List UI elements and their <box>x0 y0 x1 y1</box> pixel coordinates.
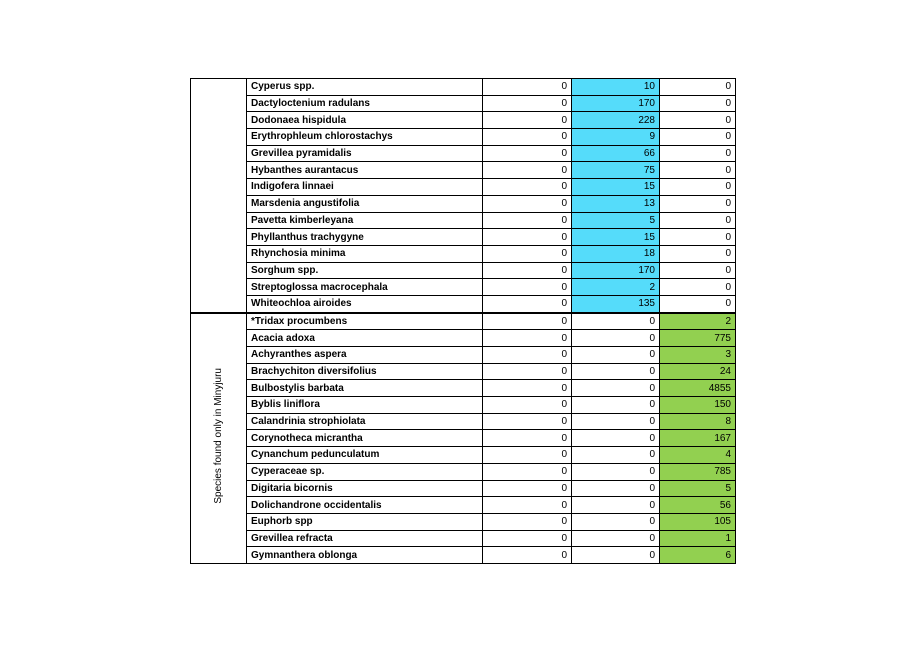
count-cell-col2: 9 <box>572 129 660 146</box>
species-name-cell: Digitaria bicornis <box>247 480 483 497</box>
count-cell-col2: 0 <box>572 497 660 514</box>
species-name-cell: Cynanchum pedunculatum <box>247 447 483 464</box>
table-row <box>191 245 736 262</box>
count-cell-col2: 0 <box>572 447 660 464</box>
group-label: Species found only in Minyjuru <box>213 367 224 504</box>
count-cell-col1: 0 <box>483 447 572 464</box>
species-name-cell: Grevillea refracta <box>247 530 483 547</box>
count-cell-col2: 0 <box>572 513 660 530</box>
count-cell-col3: 775 <box>660 330 736 347</box>
count-cell-col3: 0 <box>660 145 736 162</box>
count-cell-col1: 0 <box>483 95 572 112</box>
count-cell-col3: 24 <box>660 363 736 380</box>
count-cell-col3: 3 <box>660 347 736 364</box>
table-row <box>191 463 736 480</box>
count-cell-col2: 0 <box>572 480 660 497</box>
group-label-cell <box>191 79 247 313</box>
table-row <box>191 413 736 430</box>
species-name-cell: Euphorb spp <box>247 513 483 530</box>
count-cell-col3: 4 <box>660 447 736 464</box>
count-cell-col3: 167 <box>660 430 736 447</box>
table-row <box>191 397 736 414</box>
table-row <box>191 530 736 547</box>
count-cell-col2: 5 <box>572 212 660 229</box>
count-cell-col2: 0 <box>572 380 660 397</box>
table-row <box>191 497 736 514</box>
count-cell-col1: 0 <box>483 363 572 380</box>
count-cell-col2: 13 <box>572 195 660 212</box>
species-name-cell: Dodonaea hispidula <box>247 112 483 129</box>
species-name-cell: Marsdenia angustifolia <box>247 195 483 212</box>
count-cell-col3: 5 <box>660 480 736 497</box>
count-cell-col2: 2 <box>572 279 660 296</box>
count-cell-col2: 10 <box>572 79 660 96</box>
count-cell-col1: 0 <box>483 380 572 397</box>
species-name-cell: Brachychiton diversifolius <box>247 363 483 380</box>
count-cell-col3: 0 <box>660 279 736 296</box>
count-cell-col1: 0 <box>483 480 572 497</box>
table-row <box>191 447 736 464</box>
count-cell-col3: 0 <box>660 95 736 112</box>
species-table <box>190 78 736 564</box>
count-cell-col3: 6 <box>660 547 736 564</box>
count-cell-col2: 0 <box>572 347 660 364</box>
group-label-cell <box>191 313 247 564</box>
species-name-cell: Calandrinia strophiolata <box>247 413 483 430</box>
species-name-cell: *Tridax procumbens <box>247 313 483 330</box>
table-row <box>191 363 736 380</box>
count-cell-col2: 228 <box>572 112 660 129</box>
count-cell-col2: 0 <box>572 430 660 447</box>
count-cell-col1: 0 <box>483 145 572 162</box>
table-row <box>191 79 736 96</box>
species-name-cell: Sorghum spp. <box>247 262 483 279</box>
count-cell-col3: 2 <box>660 313 736 330</box>
count-cell-col1: 0 <box>483 347 572 364</box>
count-cell-col3: 8 <box>660 413 736 430</box>
count-cell-col1: 0 <box>483 262 572 279</box>
count-cell-col1: 0 <box>483 513 572 530</box>
table-row <box>191 112 736 129</box>
table-row <box>191 129 736 146</box>
count-cell-col3: 56 <box>660 497 736 514</box>
count-cell-col3: 785 <box>660 463 736 480</box>
count-cell-col1: 0 <box>483 212 572 229</box>
count-cell-col3: 0 <box>660 229 736 246</box>
table-row <box>191 212 736 229</box>
species-name-cell: Indigofera linnaei <box>247 179 483 196</box>
count-cell-col1: 0 <box>483 530 572 547</box>
species-name-cell: Cyperaceae sp. <box>247 463 483 480</box>
count-cell-col2: 0 <box>572 530 660 547</box>
table-row <box>191 95 736 112</box>
count-cell-col2: 135 <box>572 295 660 312</box>
count-cell-col3: 0 <box>660 195 736 212</box>
count-cell-col2: 15 <box>572 179 660 196</box>
count-cell-col3: 0 <box>660 212 736 229</box>
count-cell-col3: 0 <box>660 245 736 262</box>
count-cell-col1: 0 <box>483 295 572 312</box>
table-row <box>191 279 736 296</box>
count-cell-col2: 0 <box>572 313 660 330</box>
table-row <box>191 380 736 397</box>
count-cell-col2: 75 <box>572 162 660 179</box>
species-name-cell: Dolichandrone occidentalis <box>247 497 483 514</box>
table-row <box>191 229 736 246</box>
count-cell-col3: 0 <box>660 162 736 179</box>
count-cell-col2: 0 <box>572 363 660 380</box>
species-table-body <box>191 79 736 564</box>
species-name-cell: Phyllanthus trachygyne <box>247 229 483 246</box>
species-name-cell: Pavetta kimberleyana <box>247 212 483 229</box>
count-cell-col1: 0 <box>483 397 572 414</box>
count-cell-col2: 18 <box>572 245 660 262</box>
count-cell-col2: 170 <box>572 95 660 112</box>
count-cell-col1: 0 <box>483 112 572 129</box>
count-cell-col1: 0 <box>483 162 572 179</box>
species-name-cell: Streptoglossa macrocephala <box>247 279 483 296</box>
count-cell-col1: 0 <box>483 129 572 146</box>
count-cell-col2: 0 <box>572 330 660 347</box>
count-cell-col3: 0 <box>660 112 736 129</box>
count-cell-col1: 0 <box>483 179 572 196</box>
count-cell-col3: 0 <box>660 262 736 279</box>
species-name-cell: Acacia adoxa <box>247 330 483 347</box>
table-row <box>191 547 736 564</box>
count-cell-col3: 4855 <box>660 380 736 397</box>
species-name-cell: Grevillea pyramidalis <box>247 145 483 162</box>
table-row <box>191 262 736 279</box>
species-name-cell: Hybanthes aurantacus <box>247 162 483 179</box>
count-cell-col1: 0 <box>483 430 572 447</box>
count-cell-col1: 0 <box>483 547 572 564</box>
count-cell-col2: 0 <box>572 463 660 480</box>
count-cell-col2: 66 <box>572 145 660 162</box>
count-cell-col1: 0 <box>483 330 572 347</box>
count-cell-col1: 0 <box>483 279 572 296</box>
table-row <box>191 330 736 347</box>
table-row <box>191 162 736 179</box>
table-row <box>191 480 736 497</box>
count-cell-col1: 0 <box>483 229 572 246</box>
table-row <box>191 347 736 364</box>
count-cell-col3: 0 <box>660 129 736 146</box>
table-row <box>191 430 736 447</box>
species-name-cell: Cyperus spp. <box>247 79 483 96</box>
count-cell-col1: 0 <box>483 79 572 96</box>
count-cell-col1: 0 <box>483 413 572 430</box>
species-name-cell: Bulbostylis barbata <box>247 380 483 397</box>
table-row <box>191 313 736 330</box>
species-name-cell: Erythrophleum chlorostachys <box>247 129 483 146</box>
count-cell-col2: 15 <box>572 229 660 246</box>
count-cell-col3: 0 <box>660 179 736 196</box>
table-row <box>191 145 736 162</box>
count-cell-col1: 0 <box>483 313 572 330</box>
count-cell-col2: 0 <box>572 413 660 430</box>
count-cell-col3: 0 <box>660 295 736 312</box>
table-row <box>191 513 736 530</box>
count-cell-col1: 0 <box>483 463 572 480</box>
count-cell-col1: 0 <box>483 195 572 212</box>
species-name-cell: Byblis liniflora <box>247 397 483 414</box>
species-name-cell: Corynotheca micrantha <box>247 430 483 447</box>
species-name-cell: Achyranthes aspera <box>247 347 483 364</box>
count-cell-col3: 150 <box>660 397 736 414</box>
count-cell-col3: 0 <box>660 79 736 96</box>
count-cell-col1: 0 <box>483 497 572 514</box>
species-name-cell: Whiteochloa airoides <box>247 295 483 312</box>
count-cell-col1: 0 <box>483 245 572 262</box>
table-row <box>191 295 736 312</box>
species-name-cell: Rhynchosia minima <box>247 245 483 262</box>
species-name-cell: Dactyloctenium radulans <box>247 95 483 112</box>
count-cell-col3: 1 <box>660 530 736 547</box>
count-cell-col2: 0 <box>572 547 660 564</box>
table-row <box>191 179 736 196</box>
count-cell-col3: 105 <box>660 513 736 530</box>
species-name-cell: Gymnanthera oblonga <box>247 547 483 564</box>
count-cell-col2: 0 <box>572 397 660 414</box>
table-row <box>191 195 736 212</box>
count-cell-col2: 170 <box>572 262 660 279</box>
